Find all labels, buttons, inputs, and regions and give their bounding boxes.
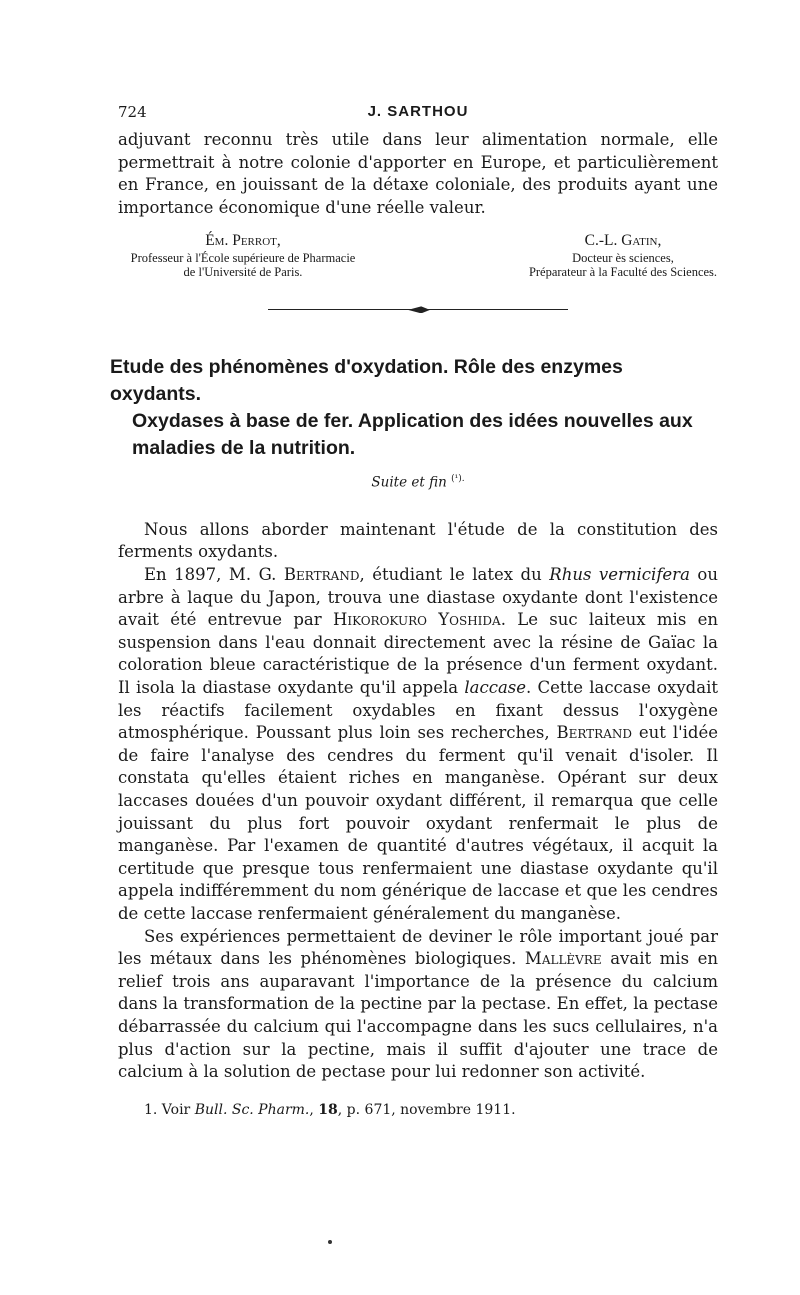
article-title-line3: maladies de la nutrition. xyxy=(132,437,356,460)
signature-right-name: C.-L. Gatin, xyxy=(584,232,662,250)
author-mallevre: Mallèvre xyxy=(524,949,602,969)
running-title: J. SARTHOU xyxy=(367,103,469,120)
footnote-text-c: , p. 671, novembre 1911. xyxy=(337,1101,516,1118)
footnote xyxy=(118,1102,718,1118)
p2-text-c: ou arbre à laque du Japon, trouva une diastase oxydante dont l'existence avait été entrevue par xyxy=(118,565,718,630)
page-number: 724 xyxy=(118,103,147,121)
page-dot-mark xyxy=(328,1240,332,1244)
paragraph-1: Nous allons aborder maintenant l'étude de la constitution des ferments oxydants. xyxy=(118,519,718,562)
article-title xyxy=(110,354,718,462)
signature-left-line2: de l'Université de Paris. xyxy=(183,265,303,280)
page xyxy=(110,103,718,1118)
footnote-number: 1. xyxy=(144,1101,158,1118)
p2-text-b: , étudiant le latex du xyxy=(359,565,550,585)
footnote-journal: Bull. Sc. Pharm. xyxy=(194,1101,310,1118)
footnote-text-b: , xyxy=(309,1101,319,1118)
continuation-footnote-ref: (¹). xyxy=(451,474,465,485)
article-title-line1: Etude des phénomènes d'oxydation. Rôle des enzymes oxydants. xyxy=(110,356,623,406)
continuation-note xyxy=(118,474,718,491)
species-rhus: Rhus vernicifera xyxy=(549,565,690,585)
signature-left-line1: Professeur à l'École supérieure de Pharmacie xyxy=(130,251,356,266)
p2-text-f: eut l'idée de faire l'analyse des cendres du ferment qu'il venait d'isoler. Il constata qu'elles étaient riches en manganèse. Opérant sur deux laccases douées d'un pouvoir oxydant différent, il remarqua que celle jouissant du plus fort pouvoir oxydant renfermait le plus de manganèse. Par l'examen de quantité d'autres végétaux, il acquit la certitude que presque tous renfermaient une diastase oxydante qu'il appela indifféremment du nom générique de laccase et que les cendres de cette laccase renfermaient généralement du manganèse. xyxy=(118,723,718,923)
signatures xyxy=(118,231,718,279)
author-bertrand-2: Bertrand xyxy=(556,723,633,743)
author-bertrand: Bertrand xyxy=(283,565,360,585)
signature-right xyxy=(518,231,728,279)
p3-text-a: Ses expériences permettaient de deviner le rôle important joué par les métaux dans les phénomènes biologiques. xyxy=(118,926,718,969)
paragraph-2 xyxy=(118,564,718,926)
footnote-text-a: Voir xyxy=(157,1101,195,1118)
section-divider xyxy=(118,309,718,310)
author-hikorokuro: Hikorokuro Yoshida xyxy=(332,610,501,630)
p2-text-e: . Cette laccase oxydait les réactifs facilement oxydables en fixant dessus l'oxygène atmosphérique. Poussant plus loin ses recherches, xyxy=(118,678,718,743)
signature-right-line2: Préparateur à la Faculté des Sciences. xyxy=(528,265,718,280)
p2-text-d: . Le suc laiteux mis en suspension dans l'eau donnait directement avec la résine de Gaïac la coloration bleue caractéristique de la présence d'un ferment oxydant. Il isola la diastase oxydante qu'il appela xyxy=(118,610,718,698)
signature-left-name: Ém. Perrot, xyxy=(205,232,281,250)
divider-rule xyxy=(268,309,568,310)
footnote-volume: 18 xyxy=(318,1101,338,1118)
continuation-text: Suite et fin xyxy=(371,474,447,491)
intro-paragraph: adjuvant reconnu très utile dans leur alimentation normale, elle permettrait à notre colonie d'apporter en Europe, et particulièrement en France, en jouissant de la détaxe coloniale, des produits ayant une importance économique d'une réelle valeur. xyxy=(118,130,718,217)
paragraph-3 xyxy=(118,926,718,1084)
signature-left xyxy=(118,231,368,279)
term-laccase: laccase xyxy=(464,678,527,698)
signature-right-line1: Docteur ès sciences, xyxy=(572,251,674,266)
p3-text-b: avait mis en relief trois ans auparavant l'importance de la présence du calcium dans la transformation de la pectine par la pectase. En effet, la pectase débarrassée du calcium qui l'accompagne dans les sucs cellulaires, n'a plus d'action sur la pectine, mais il suffit d'ajouter une trace de calcium à la solution de pectase pour lui redonner son activité. xyxy=(118,949,718,1082)
p2-text-a: En 1897, M. G. xyxy=(144,565,284,585)
running-head xyxy=(118,103,718,129)
article-title-line2: Oxydases à base de fer. Application des idées nouvelles aux xyxy=(132,410,693,433)
divider-ornament-icon xyxy=(408,306,430,313)
